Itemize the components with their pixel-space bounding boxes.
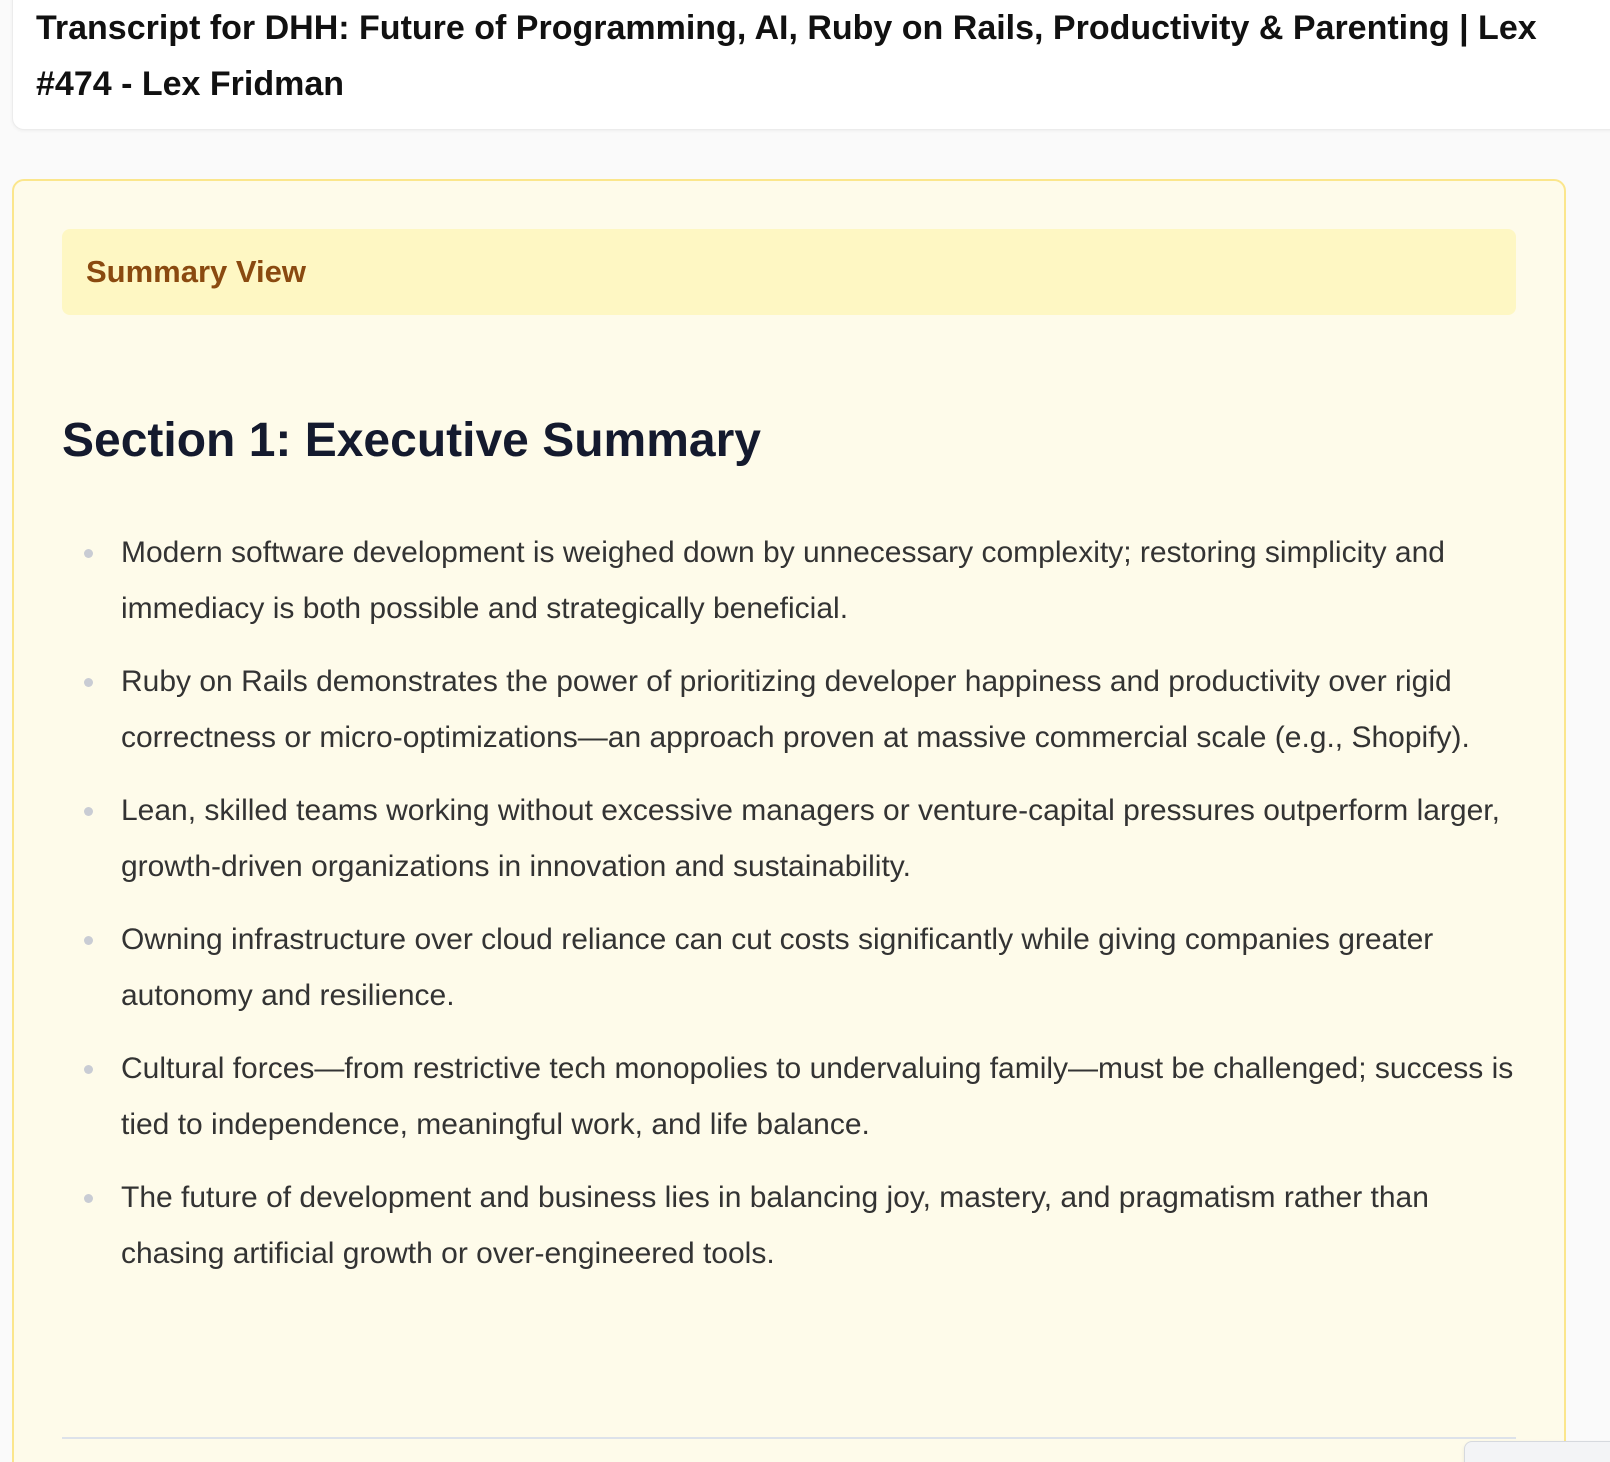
summary-view-banner	[62, 229, 1516, 315]
executive-summary-list	[62, 525, 1522, 1299]
list-item-text: Cultural forces—from restrictive tech monopolies to undervaluing family—must be challenged; success is tied to independence, meaningful work, and life balance.	[121, 1052, 1514, 1141]
transcript-title-line-2: #474 - Lex Fridman	[36, 65, 345, 103]
summary-view-label: Summary View	[86, 254, 306, 289]
list-item-text: Ruby on Rails demonstrates the power of prioritizing developer happiness and productivity over rigid correctness or micro-optimizations—an approach proven at massive commercial scale (e.g., Shopify).	[121, 665, 1470, 754]
list-item	[62, 654, 1522, 766]
list-item	[62, 783, 1522, 895]
list-item	[62, 525, 1522, 637]
transcript-title-line-1: Transcript for DHH: Future of Programming, AI, Ruby on Rails, Productivity & Parenting | Lex	[36, 9, 1537, 47]
bullet-dot-icon	[84, 678, 93, 687]
bullet-dot-icon	[84, 1065, 93, 1074]
list-item	[62, 1041, 1522, 1153]
section-divider	[62, 1437, 1516, 1439]
list-item-text: Owning infrastructure over cloud reliance can cut costs significantly while giving companies greater autonomy and resilience.	[121, 923, 1434, 1012]
bullet-dot-icon	[84, 807, 93, 816]
bullet-dot-icon	[84, 936, 93, 945]
bullet-dot-icon	[84, 1194, 93, 1203]
list-item-text: Lean, skilled teams working without excessive managers or venture-capital pressures outperform larger, growth-driven organizations in innovation and sustainability.	[121, 794, 1500, 883]
list-item	[62, 912, 1522, 1024]
list-item	[62, 1170, 1522, 1282]
list-item-text: The future of development and business lies in balancing joy, mastery, and pragmatism rather than chasing artificial growth or over-engineered tools.	[121, 1181, 1429, 1270]
transcript-title	[36, 0, 1610, 112]
bullet-dot-icon	[84, 549, 93, 558]
section-heading: Section 1: Executive Summary	[62, 414, 761, 467]
summary-card	[12, 179, 1566, 1462]
list-item-text: Modern software development is weighed down by unnecessary complexity; restoring simplicity and immediacy is both possible and strategically beneficial.	[121, 536, 1445, 625]
floating-action-button[interactable]	[1464, 1441, 1610, 1462]
